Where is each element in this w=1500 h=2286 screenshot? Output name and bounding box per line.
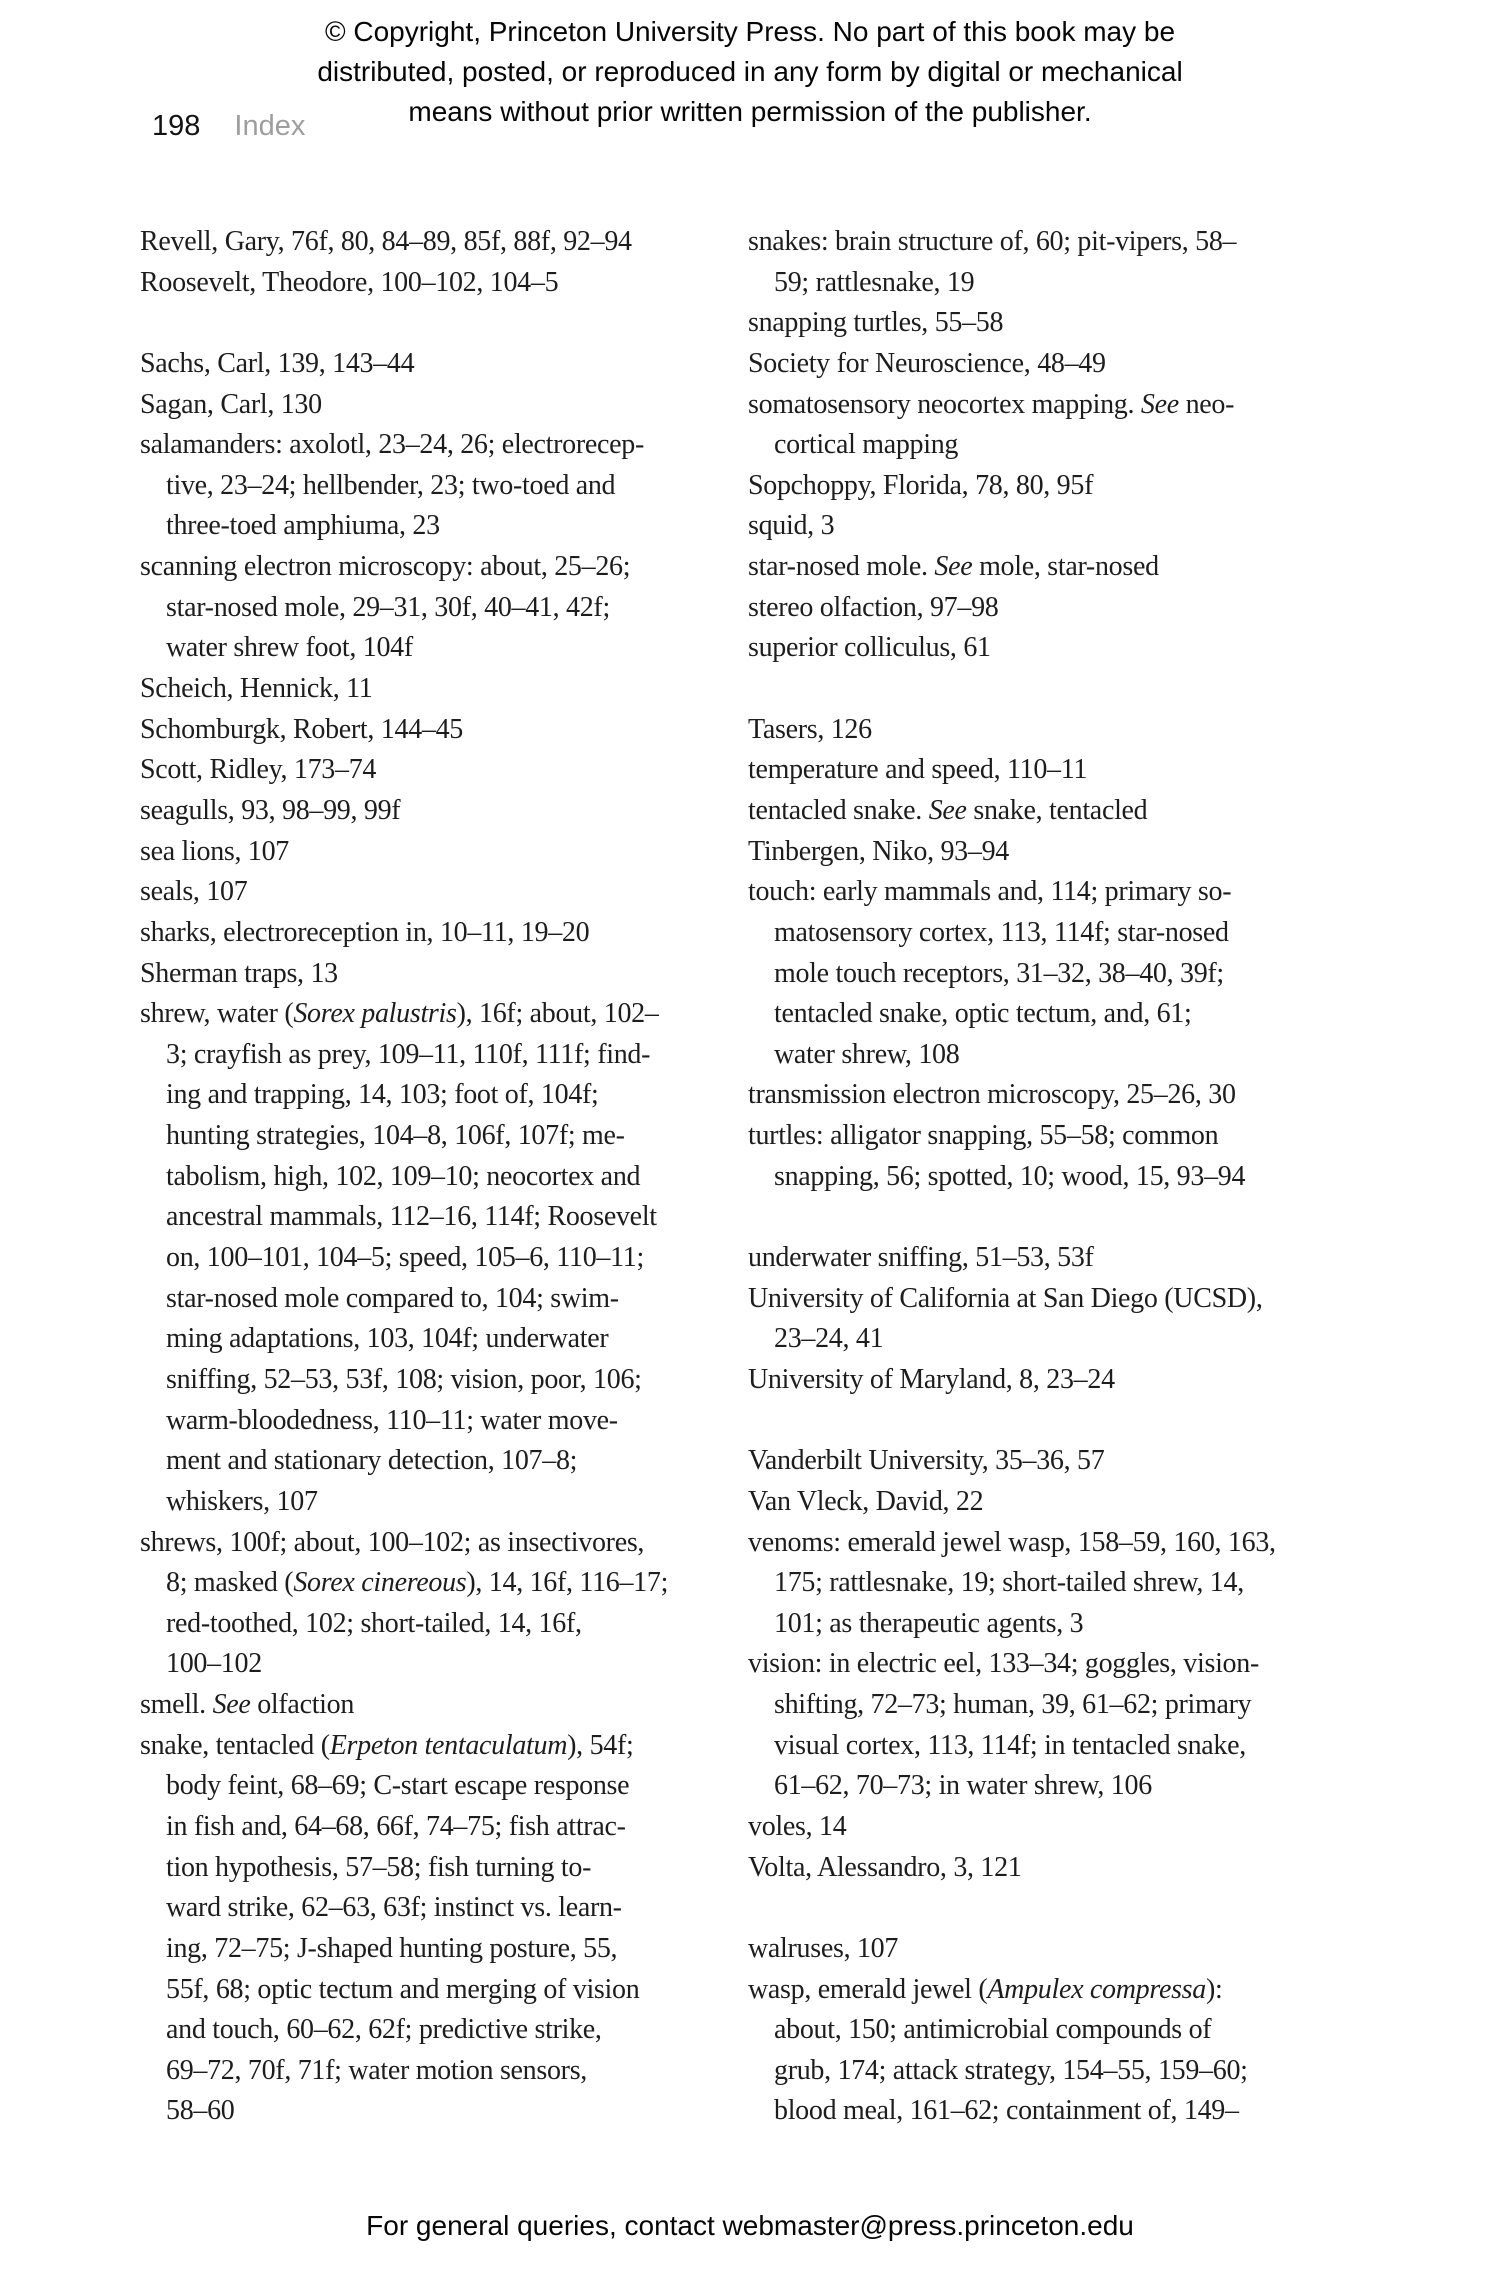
index-entry-line: touch: early mammals and, 114; primary so- <box>748 876 1232 908</box>
index-entry-line: Scott, Ridley, 173–74 <box>140 754 377 786</box>
index-column-right <box>748 222 1388 2132</box>
index-entry-line: Tasers, 126 <box>748 713 872 745</box>
index-entry-line: sea lions, 107 <box>140 835 290 867</box>
index-entry-line: tentacled snake. See snake, tentacled <box>748 794 1148 826</box>
index-entry-line: 69–72, 70f, 71f; water motion sensors, <box>166 2054 587 2086</box>
index-entry-line: somatosensory neocortex mapping. See neo- <box>748 388 1235 420</box>
index-entry-line: water shrew, 108 <box>774 1038 960 1070</box>
index-entry-line: matosensory cortex, 113, 114f; star-nosed <box>774 916 1229 948</box>
index-entry-line: underwater sniffing, 51–53, 53f <box>748 1242 1094 1274</box>
index-entry-line: and touch, 60–62, 62f; predictive strike, <box>166 2014 602 2046</box>
page-number: 198 <box>152 110 201 142</box>
index-entry-line: sniffing, 52–53, 53f, 108; vision, poor, 106; <box>166 1363 642 1395</box>
blank-line <box>748 669 1388 710</box>
index-entry-line: Sagan, Carl, 130 <box>140 388 322 420</box>
index-entry-line: scanning electron microscopy: about, 25–26; <box>140 551 631 583</box>
index-entry-line: 59; rattlesnake, 19 <box>774 266 975 298</box>
index-entry-line: voles, 14 <box>748 1810 847 1842</box>
blank-line <box>140 303 725 344</box>
index-entry-line: in fish and, 64–68, 66f, 74–75; fish attrac- <box>166 1810 626 1842</box>
index-entry-line: star-nosed mole, 29–31, 30f, 40–41, 42f; <box>166 591 610 623</box>
index-entry-line: star-nosed mole. See mole, star-nosed <box>748 551 1159 583</box>
index-entry-line: snake, tentacled (Erpeton tentaculatum), 54f; <box>140 1729 634 1761</box>
index-entry-line: Sherman traps, 13 <box>140 957 338 989</box>
index-entry-line: Vanderbilt University, 35–36, 57 <box>748 1445 1105 1477</box>
copyright-line-2: distributed, posted, or reproduced in any form by digital or mechanical <box>317 56 1183 87</box>
index-entry-line: about, 150; antimicrobial compounds of <box>774 2014 1212 2046</box>
index-entry-line: temperature and speed, 110–11 <box>748 754 1088 786</box>
blank-line <box>748 1197 1388 1238</box>
index-entry-line: turtles: alligator snapping, 55–58; common <box>748 1120 1219 1152</box>
index-entry-line: grub, 174; attack strategy, 154–55, 159–60; <box>774 2054 1248 2086</box>
index-entry-line: sharks, electroreception in, 10–11, 19–20 <box>140 916 590 948</box>
index-entry-line: snapping, 56; spotted, 10; wood, 15, 93–94 <box>774 1160 1246 1192</box>
index-entry-line: walruses, 107 <box>748 1932 899 1964</box>
index-entry-line: on, 100–101, 104–5; speed, 105–6, 110–11; <box>166 1242 644 1274</box>
index-entry-line: wasp, emerald jewel (Ampulex compressa): <box>748 1973 1223 2005</box>
index-entry-line: ing and trapping, 14, 103; foot of, 104f; <box>166 1079 599 1111</box>
index-entry-line: ming adaptations, 103, 104f; underwater <box>166 1323 609 1355</box>
index-entry-line: University of Maryland, 8, 23–24 <box>748 1363 1115 1395</box>
index-entry-line: warm-bloodedness, 110–11; water move- <box>166 1404 618 1436</box>
index-entry-line: tive, 23–24; hellbender, 23; two-toed and <box>166 469 616 501</box>
index-entry-line: snakes: brain structure of, 60; pit-vipers, 58– <box>748 226 1237 257</box>
index-entry-line: 100–102 <box>166 1648 262 1680</box>
index-entry-line: Van Vleck, David, 22 <box>748 1485 984 1517</box>
index-entry-line: Roosevelt, Theodore, 100–102, 104–5 <box>140 266 559 298</box>
index-entry-line: body feint, 68–69; C-start escape response <box>166 1770 630 1802</box>
index-entry-line: water shrew foot, 104f <box>166 632 413 664</box>
blank-line <box>748 1888 1388 1929</box>
index-entry-line: stereo olfaction, 97–98 <box>748 591 999 623</box>
index-entry-line: 61–62, 70–73; in water shrew, 106 <box>774 1770 1152 1802</box>
index-entry-line: seagulls, 93, 98–99, 99f <box>140 794 401 826</box>
index-entry-line: Revell, Gary, 76f, 80, 84–89, 85f, 88f, 92–94 <box>140 226 632 257</box>
index-entry-line: three-toed amphiuma, 23 <box>166 510 440 542</box>
index-entry-line: ment and stationary detection, 107–8; <box>166 1445 578 1477</box>
copyright-line-3: means without prior written permission of the publisher. <box>408 96 1092 127</box>
index-entry-line: 58–60 <box>166 2095 235 2127</box>
index-entry-line: ward strike, 62–63, 63f; instinct vs. learn- <box>166 1892 622 1924</box>
index-entry-line: hunting strategies, 104–8, 106f, 107f; me- <box>166 1120 625 1152</box>
index-entry-line: transmission electron microscopy, 25–26, 30 <box>748 1079 1236 1111</box>
index-entry-line: 8; masked (Sorex cinereous), 14, 16f, 116–17; <box>166 1567 669 1599</box>
index-entry-line: whiskers, 107 <box>166 1485 318 1517</box>
index-entry-line: Volta, Alessandro, 3, 121 <box>748 1851 1022 1883</box>
index-entry-line: 3; crayfish as prey, 109–11, 110f, 111f; find- <box>166 1038 651 1070</box>
index-entry-line: shrew, water (Sorex palustris), 16f; about, 102– <box>140 998 659 1030</box>
index-entry-line: Tinbergen, Niko, 93–94 <box>748 835 1009 867</box>
index-entry-line: 55f, 68; optic tectum and merging of vision <box>166 1973 640 2005</box>
index-entry-line: 175; rattlesnake, 19; short-tailed shrew, 14, <box>774 1567 1244 1599</box>
running-head <box>152 110 305 143</box>
index-entry-line: Sachs, Carl, 139, 143–44 <box>140 347 415 379</box>
index-entry-line: seals, 107 <box>140 876 248 908</box>
index-entry-line: superior colliculus, 61 <box>748 632 991 664</box>
index-entry-line: shrews, 100f; about, 100–102; as insectivores, <box>140 1526 645 1558</box>
section-title: Index <box>234 110 306 142</box>
index-entry-line: vision: in electric eel, 133–34; goggles, vision- <box>748 1648 1259 1680</box>
blank-line <box>748 1401 1388 1442</box>
index-entry-line: 101; as therapeutic agents, 3 <box>774 1607 1084 1639</box>
index-entry-line: cortical mapping <box>774 429 959 461</box>
index-entry-line: mole touch receptors, 31–32, 38–40, 39f; <box>774 957 1224 989</box>
index-entry-line: Sopchoppy, Florida, 78, 80, 95f <box>748 469 1094 501</box>
copyright-line-1: © Copyright, Princeton University Press. No part of this book may be <box>324 16 1176 47</box>
index-entry-line: salamanders: axolotl, 23–24, 26; electrorecep- <box>140 429 645 461</box>
footer <box>0 2210 1500 2242</box>
index-entry-line: 23–24, 41 <box>774 1323 884 1355</box>
index-entry-line: ancestral mammals, 112–16, 114f; Roosevelt <box>166 1201 657 1233</box>
index-entry-line: University of California at San Diego (UCSD), <box>748 1282 1263 1314</box>
index-entry-line: squid, 3 <box>748 510 835 542</box>
footer-contact-line: For general queries, contact webmaster@press.princeton.edu <box>366 2210 1134 2241</box>
index-entry-line: Society for Neuroscience, 48–49 <box>748 347 1106 379</box>
index-entry-line: visual cortex, 113, 114f; in tentacled snake, <box>774 1729 1246 1761</box>
index-entry-line: ing, 72–75; J-shaped hunting posture, 55, <box>166 1932 618 1964</box>
index-column-left <box>140 222 725 2132</box>
index-entry-line: tentacled snake, optic tectum, and, 61; <box>774 998 1192 1030</box>
index-entry-line: star-nosed mole compared to, 104; swim- <box>166 1282 619 1314</box>
index-entry-line: blood meal, 161–62; containment of, 149– <box>774 2095 1239 2127</box>
index-entry-line: Schomburgk, Robert, 144–45 <box>140 713 464 745</box>
index-entry-line: red-toothed, 102; short-tailed, 14, 16f, <box>166 1607 582 1639</box>
index-entry-line: tion hypothesis, 57–58; fish turning to- <box>166 1851 592 1883</box>
index-entry-line: Scheich, Hennick, 11 <box>140 673 373 705</box>
index-entry-line: snapping turtles, 55–58 <box>748 307 1004 339</box>
index-entry-line: smell. See olfaction <box>140 1689 355 1721</box>
index-entry-line: tabolism, high, 102, 109–10; neocortex and <box>166 1160 641 1192</box>
index-entry-line: shifting, 72–73; human, 39, 61–62; primary <box>774 1689 1252 1721</box>
index-entry-line: venoms: emerald jewel wasp, 158–59, 160, 163, <box>748 1526 1276 1558</box>
